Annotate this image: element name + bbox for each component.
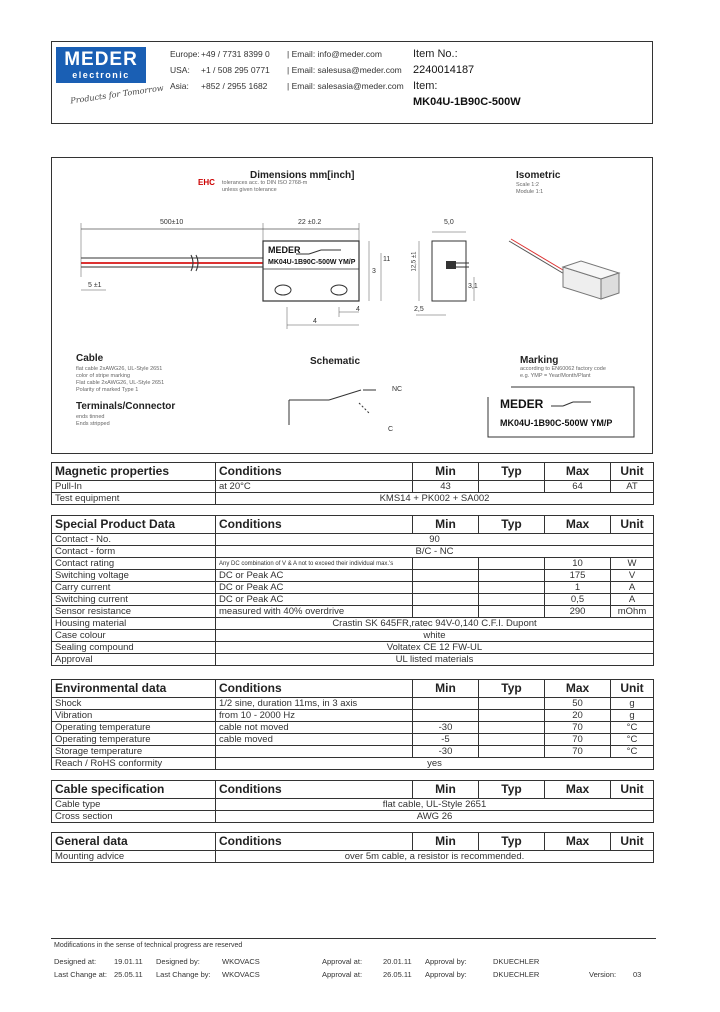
row-unit: A: [611, 594, 654, 606]
col-min: Min: [413, 833, 479, 851]
general-table: [51, 832, 654, 863]
environmental-title: Environmental data: [52, 680, 216, 698]
row-cond: DC or Peak AC: [216, 570, 413, 582]
part-brand: MEDER: [268, 245, 301, 255]
footer-note: Modifications in the sense of technical progress are reserved: [54, 942, 243, 949]
row-name: Vibration: [52, 710, 216, 722]
row-min: 43: [413, 481, 479, 493]
row-name: Housing material: [52, 618, 216, 630]
row-cond: from 10 - 2000 Hz: [216, 710, 413, 722]
approval-by-value: DKUECHLER: [493, 957, 540, 966]
isometric-view: [509, 239, 619, 299]
row-unit: W: [611, 558, 654, 570]
table-row: [52, 630, 654, 642]
row-min: [413, 570, 479, 582]
row-span-value: Voltatex CE 12 FW-UL: [216, 642, 654, 654]
row-name: Shock: [52, 698, 216, 710]
row-cond: [216, 746, 413, 758]
row-name: Switching current: [52, 594, 216, 606]
approval-by-label: Approval by:: [425, 957, 467, 966]
row-unit: °C: [611, 746, 654, 758]
row-name: Contact - No.: [52, 534, 216, 546]
row-unit: mOhm: [611, 606, 654, 618]
row-name: Reach / RoHS conformity: [52, 758, 216, 770]
environmental-table: [51, 679, 654, 770]
table-row: [52, 811, 654, 823]
row-span-value: over 5m cable, a resistor is recommended.: [216, 851, 654, 863]
row-typ: [479, 722, 545, 734]
row-min: [413, 606, 479, 618]
table-row: [52, 799, 654, 811]
logo-subtitle: electronic: [56, 71, 146, 80]
last-change-by-value: WKOVACS: [222, 970, 260, 979]
row-unit: V: [611, 570, 654, 582]
row-min: [413, 558, 479, 570]
table-row: [52, 558, 654, 570]
row-name: Contact rating: [52, 558, 216, 570]
row-max: 64: [545, 481, 611, 493]
row-cond: measured with 40% overdrive: [216, 606, 413, 618]
row-max: 0,5: [545, 594, 611, 606]
cable-line-1: flat cable 2xAWG26, UL-Style 2651: [76, 366, 163, 372]
item-no-value: 2240014187: [413, 64, 475, 76]
dim-5-0: 5,0: [444, 219, 454, 226]
contact-region-asia: Asia:: [170, 81, 189, 91]
col-unit: Unit: [611, 463, 654, 481]
col-max: Max: [545, 680, 611, 698]
designed-by-value: WKOVACS: [222, 957, 260, 966]
terminal-line-1: ends tinned: [76, 414, 105, 420]
row-max: 70: [545, 734, 611, 746]
isometric-note-1: Scale 1:2: [516, 182, 539, 188]
cable-spec-title: Cable specification: [52, 781, 216, 799]
row-name: Pull-In: [52, 481, 216, 493]
marking-title: Marking: [520, 355, 559, 366]
col-max: Max: [545, 781, 611, 799]
special-title: Special Product Data: [52, 516, 216, 534]
row-span-value: Crastin SK 645FR,ratec 94V-0,140 C.F.I. Dupont: [216, 618, 654, 630]
approval-at2-label: Approval at:: [322, 970, 363, 979]
table-row: [52, 746, 654, 758]
row-typ: [479, 746, 545, 758]
table-row: [52, 851, 654, 863]
row-name: Sensor resistance: [52, 606, 216, 618]
row-unit: g: [611, 710, 654, 722]
col-conditions: Conditions: [216, 516, 413, 534]
footer-divider: [51, 938, 656, 939]
marking-brand: MEDER: [500, 397, 544, 411]
table-row: [52, 698, 654, 710]
row-min: [413, 594, 479, 606]
dimensions-note-2: unless given tolerance: [222, 187, 277, 193]
part-marking: MK04U-1B90C-500W YM/P: [268, 259, 356, 266]
general-title: General data: [52, 833, 216, 851]
marking-part: MK04U-1B90C-500W YM/P: [500, 418, 613, 428]
row-name: Sealing compound: [52, 642, 216, 654]
dim-3-1: 3,1: [468, 283, 478, 290]
col-conditions: Conditions: [216, 833, 413, 851]
designed-at-value: 19.01.11: [114, 957, 143, 966]
version-label: Version:: [589, 970, 617, 979]
row-name: Switching voltage: [52, 570, 216, 582]
dim-4-right: 4: [356, 306, 360, 313]
table-row: [52, 654, 654, 666]
row-max: 70: [545, 746, 611, 758]
dimensions-note-1: tolerances acc. to DIN ISO 2768-m: [222, 180, 308, 186]
col-typ: Typ: [479, 680, 545, 698]
table-row: [52, 534, 654, 546]
cable-line-4: Polarity of marked Type 1: [76, 387, 139, 393]
table-row: [52, 642, 654, 654]
contact-email-usa[interactable]: | Email: salesusa@meder.com: [287, 65, 402, 75]
row-unit: g: [611, 698, 654, 710]
logo-block: [56, 47, 146, 83]
dim-12-5: 12,5 ±1: [411, 251, 418, 272]
row-name: Carry current: [52, 582, 216, 594]
row-max: 175: [545, 570, 611, 582]
dim-body-length: 22 ±0.2: [298, 219, 322, 226]
row-min: -30: [413, 722, 479, 734]
table-row: [52, 570, 654, 582]
table-row: [52, 710, 654, 722]
row-typ: [479, 481, 545, 493]
table-row: [52, 618, 654, 630]
col-unit: Unit: [611, 781, 654, 799]
row-span-value: 90: [216, 534, 654, 546]
row-name: Case colour: [52, 630, 216, 642]
contact-phone-europe: +49 / 7731 8399 0: [201, 49, 270, 59]
isometric-title: Isometric: [516, 170, 561, 181]
col-conditions: Conditions: [216, 463, 413, 481]
table-row: [52, 582, 654, 594]
col-min: Min: [413, 463, 479, 481]
row-min: [413, 582, 479, 594]
row-typ: [479, 710, 545, 722]
table-row: [52, 734, 654, 746]
col-typ: Typ: [479, 833, 545, 851]
row-typ: [479, 582, 545, 594]
contact-email-europe[interactable]: | Email: info@meder.com: [287, 49, 382, 59]
col-max: Max: [545, 516, 611, 534]
table-row: [52, 594, 654, 606]
last-change-at-label: Last Change at:: [54, 970, 107, 979]
row-span-value: AWG 26: [216, 811, 654, 823]
magnetic-title: Magnetic properties: [52, 463, 216, 481]
col-max: Max: [545, 463, 611, 481]
last-change-by-label: Last Change by:: [156, 970, 211, 979]
schematic-symbol: [289, 390, 376, 425]
schematic-nc: NC: [392, 386, 403, 393]
special-product-table: [51, 515, 654, 666]
dimensions-title: Dimensions mm[inch]: [250, 170, 355, 181]
table-row: [52, 481, 654, 493]
dim-4-left: 4: [313, 318, 317, 325]
row-min: [413, 710, 479, 722]
schematic-title: Schematic: [310, 356, 361, 367]
row-cond: cable moved: [216, 734, 413, 746]
item-no-label: Item No.:: [413, 48, 458, 60]
logo-wordmark: MEDER: [56, 49, 146, 71]
row-max: 290: [545, 606, 611, 618]
dim-2-5: 2,5: [414, 306, 424, 313]
col-unit: Unit: [611, 833, 654, 851]
cable-title: Cable: [76, 353, 104, 364]
version-value: 03: [633, 970, 642, 979]
row-name: Mounting advice: [52, 851, 216, 863]
row-cond: DC or Peak AC: [216, 594, 413, 606]
col-conditions: Conditions: [216, 781, 413, 799]
row-unit: °C: [611, 734, 654, 746]
row-unit: A: [611, 582, 654, 594]
col-unit: Unit: [611, 680, 654, 698]
isometric-note-2: Module 1:1: [516, 189, 544, 195]
row-name: Approval: [52, 654, 216, 666]
contact-region-europe: Europe:: [170, 49, 200, 59]
row-cond: DC or Peak AC: [216, 582, 413, 594]
approval-at-label: Approval at:: [322, 957, 363, 966]
col-typ: Typ: [479, 516, 545, 534]
contact-region-usa: USA:: [170, 65, 190, 75]
schematic-c: C: [388, 426, 394, 433]
approval-by2-label: Approval by:: [425, 970, 467, 979]
row-min: -5: [413, 734, 479, 746]
col-min: Min: [413, 680, 479, 698]
part-side-view: [432, 241, 466, 301]
row-cond: cable not moved: [216, 722, 413, 734]
contact-phone-asia: +852 / 2955 1682: [201, 81, 268, 91]
row-span-value: flat cable, UL-Style 2651: [216, 799, 654, 811]
designed-by-label: Designed by:: [156, 957, 200, 966]
row-max: 50: [545, 698, 611, 710]
col-max: Max: [545, 833, 611, 851]
row-typ: [479, 570, 545, 582]
row-max: 1: [545, 582, 611, 594]
table-row: [52, 606, 654, 618]
col-typ: Typ: [479, 463, 545, 481]
dim-11: 11: [383, 256, 391, 263]
row-max: 10: [545, 558, 611, 570]
dim-cable-length: 500±10: [160, 219, 184, 226]
dim-3: 3: [372, 268, 376, 275]
contact-email-asia[interactable]: | Email: salesasia@meder.com: [287, 81, 404, 91]
item-label: Item:: [413, 80, 438, 92]
marking-line-1: according to EN60062 factory code: [520, 366, 606, 372]
magnetic-table: [51, 462, 654, 505]
row-unit: AT: [611, 481, 654, 493]
table-row: [52, 758, 654, 770]
table-row: [52, 722, 654, 734]
terminals-title: Terminals/Connector: [76, 401, 176, 412]
row-typ: [479, 606, 545, 618]
ehc-mark: EHC: [198, 178, 215, 187]
row-name: Cross section: [52, 811, 216, 823]
row-cond: 1/2 sine, duration 11ms, in 3 axis: [216, 698, 413, 710]
row-name: Operating temperature: [52, 734, 216, 746]
row-span-value: white: [216, 630, 654, 642]
row-min: [413, 698, 479, 710]
designed-at-label: Designed at:: [54, 957, 97, 966]
dim-strip: 5 ±1: [88, 282, 102, 289]
table-row: [52, 493, 654, 505]
col-conditions: Conditions: [216, 680, 413, 698]
row-span-value: yes: [216, 758, 654, 770]
row-cond: at 20°C: [216, 481, 413, 493]
row-typ: [479, 558, 545, 570]
row-typ: [479, 734, 545, 746]
row-name: Test equipment: [52, 493, 216, 505]
marking-line-2: e.g. YMP = Year/Month/Plant: [520, 373, 591, 379]
cable-side-view: [81, 255, 263, 271]
row-max: 70: [545, 722, 611, 734]
row-name: Contact - form: [52, 546, 216, 558]
row-typ: [479, 698, 545, 710]
contact-phone-usa: +1 / 508 295 0771: [201, 65, 270, 75]
table-row: [52, 546, 654, 558]
row-typ: [479, 594, 545, 606]
row-span-value: B/C - NC: [216, 546, 654, 558]
cable-line-2: color of stripe marking: [76, 373, 131, 379]
item-value: MK04U-1B90C-500W: [413, 96, 521, 108]
row-span-value: UL listed materials: [216, 654, 654, 666]
col-min: Min: [413, 516, 479, 534]
row-max: 20: [545, 710, 611, 722]
marking-label: [488, 387, 634, 437]
mounting-hole-left: [275, 285, 291, 295]
mounting-hole-right: [331, 285, 347, 295]
logo-tagline: Products for Tomorrow: [69, 83, 165, 106]
terminal-line-2: Ends stripped: [76, 421, 110, 427]
row-name: Storage temperature: [52, 746, 216, 758]
cable-spec-table: [51, 780, 654, 823]
row-span-value: KMS14 + PK002 + SA002: [216, 493, 654, 505]
last-change-at-value: 25.05.11: [114, 970, 143, 979]
row-min: -30: [413, 746, 479, 758]
cable-line-3: Flat cable 2xAWG26, UL-Style 2651: [76, 380, 165, 386]
col-min: Min: [413, 781, 479, 799]
row-name: Operating temperature: [52, 722, 216, 734]
row-name: Cable type: [52, 799, 216, 811]
approval-at2-value: 26.05.11: [383, 970, 412, 979]
col-unit: Unit: [611, 516, 654, 534]
row-cond: Any DC combination of V & A not to exceed their individual max.'s: [216, 558, 413, 570]
approval-by2-value: DKUECHLER: [493, 970, 540, 979]
row-unit: °C: [611, 722, 654, 734]
approval-at-value: 20.01.11: [383, 957, 412, 966]
col-typ: Typ: [479, 781, 545, 799]
